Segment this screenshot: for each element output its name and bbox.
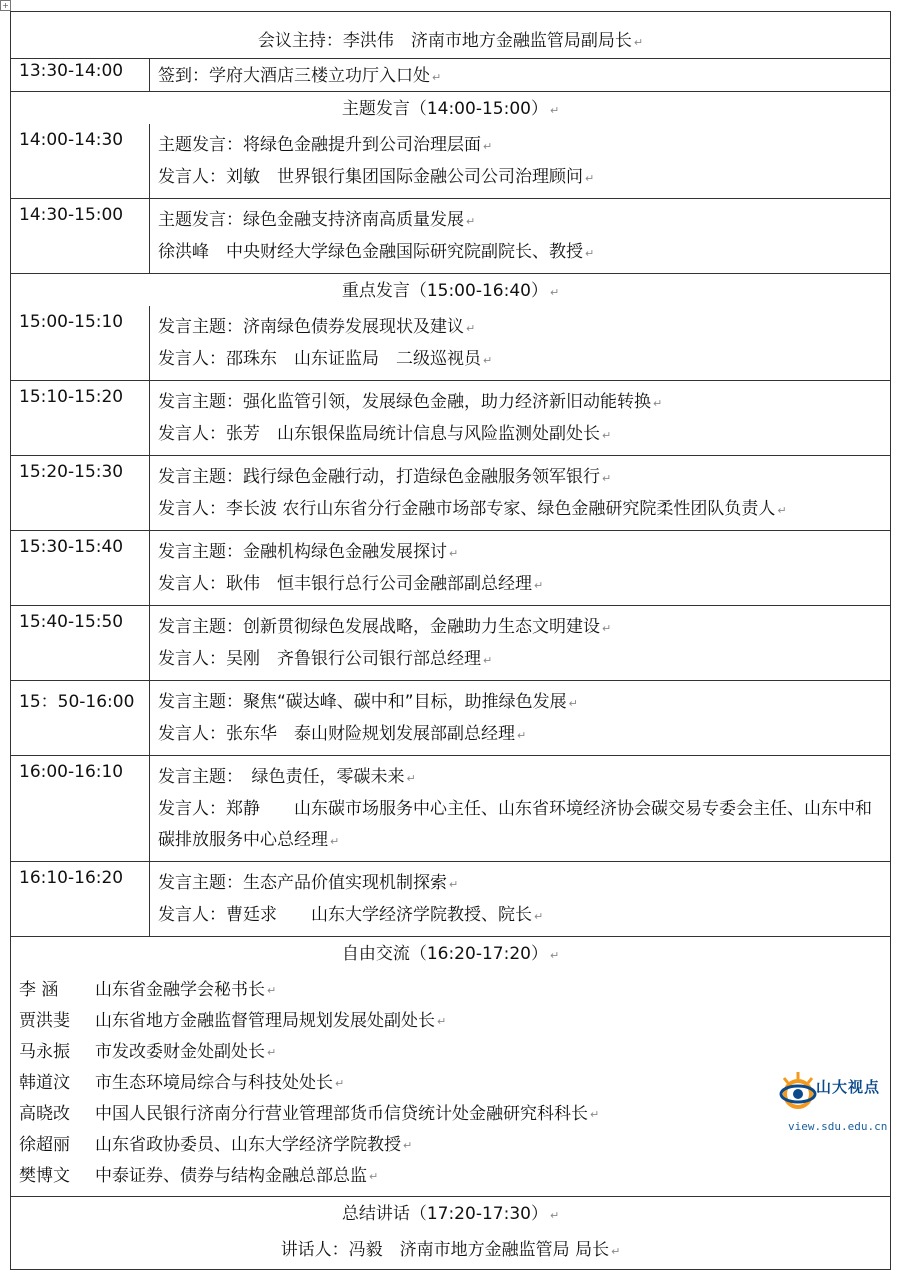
row-topic: 发言主题：济南绿色债券发展现状及建议 [158, 317, 464, 337]
row-topic: 发言主题：强化监管引领，发展绿色金融，助力经济新旧动能转换 [158, 392, 651, 412]
row-time: 15:10-15:20 [11, 381, 150, 455]
list-item [19, 1099, 882, 1130]
row-time: 15：50-16:00 [11, 681, 150, 755]
paragraph-mark-icon: ↵ [483, 140, 493, 153]
participant-name: 马永振 [19, 1042, 70, 1062]
row-speaker: 发言人：耿伟 恒丰银行总行公司金融部副总经理 [158, 574, 532, 594]
row-topic: 发言主题：聚焦“碳达峰、碳中和”目标，助推绿色发展 [158, 692, 567, 712]
paragraph-mark-icon: ↵ [267, 984, 277, 997]
host-row [11, 12, 890, 58]
row-speaker: 发言人：张东华 泰山财险规划发展部副总经理 [158, 724, 515, 744]
row-time: 14:30-15:00 [11, 199, 150, 273]
row-time: 14:00-14:30 [11, 124, 150, 198]
participant-title: 山东省地方金融监督管理局规划发展处副处长 [95, 1011, 435, 1031]
row-topic: 发言主题：创新贯彻绿色发展战略，金融助力生态文明建设 [158, 617, 600, 637]
paragraph-mark-icon: ↵ [466, 215, 476, 228]
section-keynote [11, 91, 890, 124]
section-key-speech-title: 重点发言（15:00-16:40） [341, 281, 548, 301]
signin-time: 13:30-14:00 [11, 59, 150, 91]
row-time: 15:40-15:50 [11, 606, 150, 680]
signin-row [11, 58, 890, 91]
row-time: 16:00-16:10 [11, 756, 150, 861]
speech-row [11, 306, 890, 380]
row-time: 15:20-15:30 [11, 456, 150, 530]
section-key-speech [11, 273, 890, 306]
list-item [19, 1130, 882, 1161]
participant-name: 樊博文 [19, 1166, 70, 1186]
section-keynote-title: 主题发言（14:00-15:00） [341, 99, 548, 119]
row-speaker: 徐洪峰 中央财经大学绿色金融国际研究院副院长、教授 [158, 242, 583, 262]
row-time: 15:30-15:40 [11, 531, 150, 605]
paragraph-mark-icon: ↵ [585, 172, 595, 185]
row-speaker: 发言人：张芳 山东银保监局统计信息与风险监测处副处长 [158, 424, 600, 444]
paragraph-mark-icon: ↵ [602, 429, 612, 442]
paragraph-mark-icon: ↵ [549, 949, 560, 962]
paragraph-mark-icon: ↵ [335, 1077, 345, 1090]
paragraph-mark-icon: ↵ [437, 1015, 447, 1028]
row-topic: 发言主题：践行绿色金融行动，打造绿色金融服务领军银行 [158, 467, 600, 487]
watermark-url: view.sdu.edu.cn [788, 1120, 888, 1133]
paragraph-mark-icon: ↵ [267, 1046, 277, 1059]
speech-row [11, 861, 890, 936]
list-item [19, 1068, 882, 1099]
paragraph-mark-icon: ↵ [483, 354, 493, 367]
paragraph-mark-icon: ↵ [534, 910, 544, 923]
speech-row [11, 380, 890, 455]
keynote-row [11, 198, 890, 273]
paragraph-mark-icon: ↵ [602, 622, 612, 635]
paragraph-mark-icon: ↵ [403, 1139, 413, 1152]
paragraph-mark-icon: ↵ [777, 504, 787, 517]
participant-title: 山东省金融学会秘书长 [95, 980, 265, 1000]
paragraph-mark-icon: ↵ [602, 472, 612, 485]
section-summary [11, 1196, 890, 1269]
row-topic: 发言主题： 绿色责任，零碳未来 [158, 767, 405, 787]
free-exchange-list [11, 973, 890, 1196]
paragraph-mark-icon: ↵ [549, 1209, 560, 1222]
speech-row [11, 530, 890, 605]
list-item [19, 1037, 882, 1068]
signin-text: 签到：学府大酒店三楼立功厅入口处 [158, 66, 430, 86]
paragraph-mark-icon: ↵ [653, 397, 663, 410]
row-topic: 主题发言：绿色金融支持济南高质量发展 [158, 210, 464, 230]
participant-name: 韩道汶 [19, 1073, 70, 1093]
watermark-logo [778, 1070, 898, 1136]
paragraph-mark-icon: ↵ [449, 878, 459, 891]
row-time: 15:00-15:10 [11, 306, 150, 380]
participant-name: 李 涵 [19, 980, 59, 1000]
paragraph-mark-icon: ↵ [549, 104, 560, 117]
paragraph-mark-icon: ↵ [611, 1245, 621, 1258]
paragraph-mark-icon: ↵ [369, 1170, 379, 1183]
row-topic: 发言主题：生态产品价值实现机制探索 [158, 873, 447, 893]
paragraph-mark-icon: ↵ [466, 322, 476, 335]
list-item [19, 1006, 882, 1037]
paragraph-mark-icon: ↵ [568, 697, 578, 710]
speech-list [11, 306, 890, 936]
row-topic: 发言主题：金融机构绿色金融发展探讨 [158, 542, 447, 562]
sdu-eye-icon [778, 1070, 818, 1120]
table-anchor-icon: + [0, 0, 11, 11]
participant-name: 高晓改 [19, 1104, 70, 1124]
paragraph-mark-icon: ↵ [330, 835, 340, 848]
row-topic: 主题发言：将绿色金融提升到公司治理层面 [158, 135, 481, 155]
speech-row [11, 755, 890, 861]
list-item [19, 975, 882, 1006]
summary-speaker: 讲话人：冯毅 济南市地方金融监管局 局长 [280, 1240, 610, 1260]
row-speaker: 发言人：郑静 山东碳市场服务中心主任、山东省环境经济协会碳交易专委会主任、山东中和碳排放服务中心总经理 [158, 799, 872, 850]
participant-title: 市生态环境局综合与科技处处长 [95, 1073, 333, 1093]
speech-row [11, 680, 890, 755]
watermark-name: 山大视点 [816, 1078, 881, 1096]
paragraph-mark-icon: ↵ [633, 36, 644, 49]
paragraph-mark-icon: ↵ [585, 247, 595, 260]
participant-title: 中泰证券、债券与结构金融总部总监 [95, 1166, 367, 1186]
list-item [19, 1161, 882, 1192]
participant-title: 山东省政协委员、山东大学经济学院教授 [95, 1135, 401, 1155]
paragraph-mark-icon: ↵ [432, 71, 442, 84]
paragraph-mark-icon: ↵ [449, 547, 459, 560]
keynote-list [11, 124, 890, 273]
section-free [11, 936, 890, 1196]
row-speaker: 发言人：吴刚 齐鲁银行公司银行部总经理 [158, 649, 481, 669]
section-free-title: 自由交流（16:20-17:20） [341, 944, 548, 964]
host-text: 会议主持：李洪伟 济南市地方金融监管局副局长 [257, 31, 632, 51]
paragraph-mark-icon: ↵ [483, 654, 493, 667]
section-summary-title: 总结讲话（17:20-17:30） [341, 1204, 548, 1224]
row-time: 16:10-16:20 [11, 862, 150, 936]
paragraph-mark-icon: ↵ [406, 772, 416, 785]
paragraph-mark-icon: ↵ [549, 286, 560, 299]
keynote-row [11, 124, 890, 198]
speech-row [11, 605, 890, 680]
participant-title: 中国人民银行济南分行营业管理部货币信贷统计处金融研究科科长 [95, 1104, 588, 1124]
agenda-table [10, 11, 891, 1270]
paragraph-mark-icon: ↵ [590, 1108, 600, 1121]
paragraph-mark-icon: ↵ [517, 729, 527, 742]
row-speaker: 发言人：邵珠东 山东证监局 二级巡视员 [158, 349, 481, 369]
speech-row [11, 455, 890, 530]
participant-title: 市发改委财金处副处长 [95, 1042, 265, 1062]
paragraph-mark-icon: ↵ [534, 579, 544, 592]
participant-name: 贾洪斐 [19, 1011, 70, 1031]
row-speaker: 发言人：刘敏 世界银行集团国际金融公司公司治理顾问 [158, 167, 583, 187]
row-speaker: 发言人：李长波 农行山东省分行金融市场部专家、绿色金融研究院柔性团队负责人 [158, 499, 776, 519]
participant-name: 徐超丽 [19, 1135, 70, 1155]
row-speaker: 发言人：曹廷求 山东大学经济学院教授、院长 [158, 905, 532, 925]
